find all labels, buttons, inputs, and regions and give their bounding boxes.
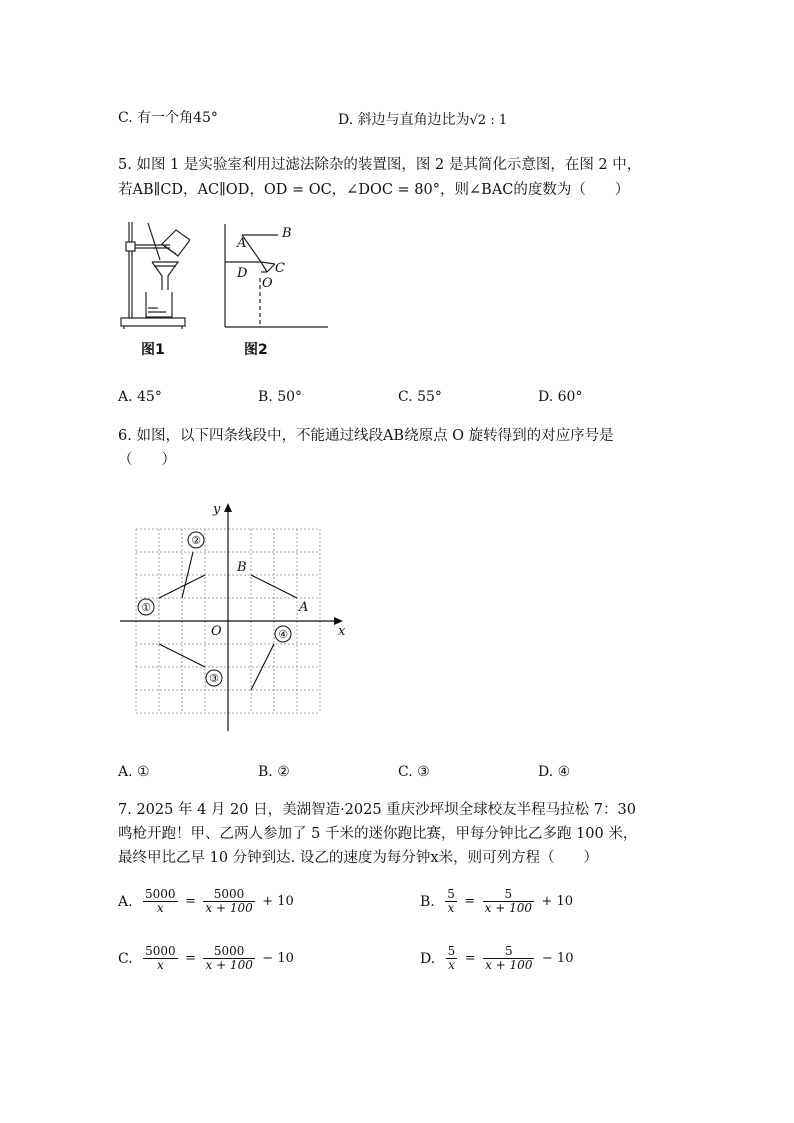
q5-figure1-caption: 图1: [141, 342, 165, 358]
q7-option-b-label: B.: [420, 893, 435, 910]
q7-option-b: B. $\frac{5}{x}$ = $\frac{5}{x + 100}$ + 10: [420, 887, 574, 915]
segment-3: [159, 644, 205, 667]
q7-option-c-left-fraction: $\frac{5000}{x}$: [145, 944, 176, 972]
q6-coordinate-grid: [115, 495, 355, 735]
q5-figure2-caption: 图2: [244, 342, 268, 358]
q7-option-c: C. $\frac{5000}{x}$ = $\frac{5000}{x + 100}$ − 10: [118, 944, 294, 972]
q7-option-a-label: A.: [118, 893, 133, 910]
q4-option-d-text: D. 斜边与直角边比为: [338, 112, 470, 128]
q4-option-d-ratio: √2 : 1: [469, 113, 508, 128]
q5-figure2-diagram: [220, 220, 332, 332]
grid-label-y: y: [213, 502, 221, 517]
q7-stem-line1: 7. 2025 年 4 月 20 日，美湖智造·2025 重庆沙坪坝全球校友半程马拉松 7：30: [118, 802, 636, 818]
q5-stem-line1: 5. 如图 1 是实验室利用过滤法除杂的装置图，图 2 是其简化示意图，在图 2 中，: [118, 157, 642, 173]
q6-option-b: B. ②: [258, 764, 290, 780]
q5-option-d: D. 60°: [538, 389, 583, 405]
q7-option-c-label: C.: [118, 950, 133, 967]
q6-stem-line1: 6. 如图，以下四条线段中，不能通过线段AB绕原点 O 旋转得到的对应序号是: [118, 428, 614, 444]
q6-option-c: C. ③: [398, 764, 430, 780]
q4-option-d: [338, 110, 507, 131]
segment-4: [251, 644, 274, 690]
fig2-label-b: B: [282, 226, 292, 241]
q5-stem-line2: 若AB∥CD，AC∥OD，OD = OC，∠DOC = 80°，则∠BAC的度数为（ ）: [118, 182, 630, 198]
grid-label-a: A: [299, 600, 309, 615]
q4-option-c: C. 有一个角45°: [118, 110, 218, 126]
grid-label-4: ④: [278, 628, 288, 641]
grid-label-3: ③: [209, 672, 219, 685]
q7-option-d-left-fraction: $\frac{5}{x}$: [447, 944, 456, 972]
grid-label-x: x: [338, 624, 346, 639]
q7-stem-line3: 最终甲比乙早 10 分钟到达. 设乙的速度为每分钟x米，则可列方程（ ）: [118, 850, 599, 866]
q7-option-b-left-fraction: $\frac{5}{x}$: [447, 887, 455, 915]
grid-label-b: B: [237, 560, 247, 575]
segment-2: [182, 552, 193, 598]
grid-label-2: ②: [191, 534, 201, 547]
q7-option-a-right-fraction: $\frac{5000}{x + 100}$: [205, 887, 253, 915]
q7-option-b-right-fraction: $\frac{5}{x + 100}$: [484, 887, 533, 915]
q7-option-a-left-fraction: $\frac{5000}{x}$: [145, 887, 176, 915]
q7-option-d-label: D.: [420, 950, 436, 967]
grid-label-o: O: [211, 624, 222, 639]
q5-option-c: C. 55°: [398, 389, 442, 405]
q7-option-d: D. $\frac{5}{x}$ = $\frac{5}{x + 100}$ − 10: [420, 944, 574, 972]
q7-stem-line2: 鸣枪开跑！甲、乙两人参加了 5 千米的迷你跑比赛，甲每分钟比乙多跑 100 米，: [118, 826, 638, 842]
q7-option-b-tail: + 10: [541, 893, 574, 909]
q7-option-a: A. $\frac{5000}{x}$ = $\frac{5000}{x + 100}$ + 10: [118, 887, 294, 915]
fig2-label-o: O: [262, 276, 273, 291]
q6-stem-line2: （ ）: [118, 452, 176, 468]
q7-option-c-right-fraction: $\frac{5000}{x + 100}$: [205, 944, 253, 972]
q7-option-d-right-fraction: $\frac{5}{x + 100}$: [485, 944, 533, 972]
q5-option-a: A. 45°: [118, 389, 162, 405]
q5-figure1-apparatus: [118, 218, 190, 333]
q6-option-a: A. ①: [118, 764, 150, 780]
fig2-label-d: D: [237, 266, 248, 281]
grid-label-1: ①: [141, 601, 151, 614]
q7-option-d-tail: − 10: [541, 950, 574, 966]
q5-option-b: B. 50°: [258, 389, 303, 405]
fig2-label-c: C: [275, 261, 285, 276]
q6-option-d: D. ④: [538, 764, 571, 780]
q7-option-c-tail: − 10: [262, 950, 294, 966]
fig2-label-a: A: [237, 236, 247, 251]
q7-option-a-tail: + 10: [262, 893, 294, 909]
